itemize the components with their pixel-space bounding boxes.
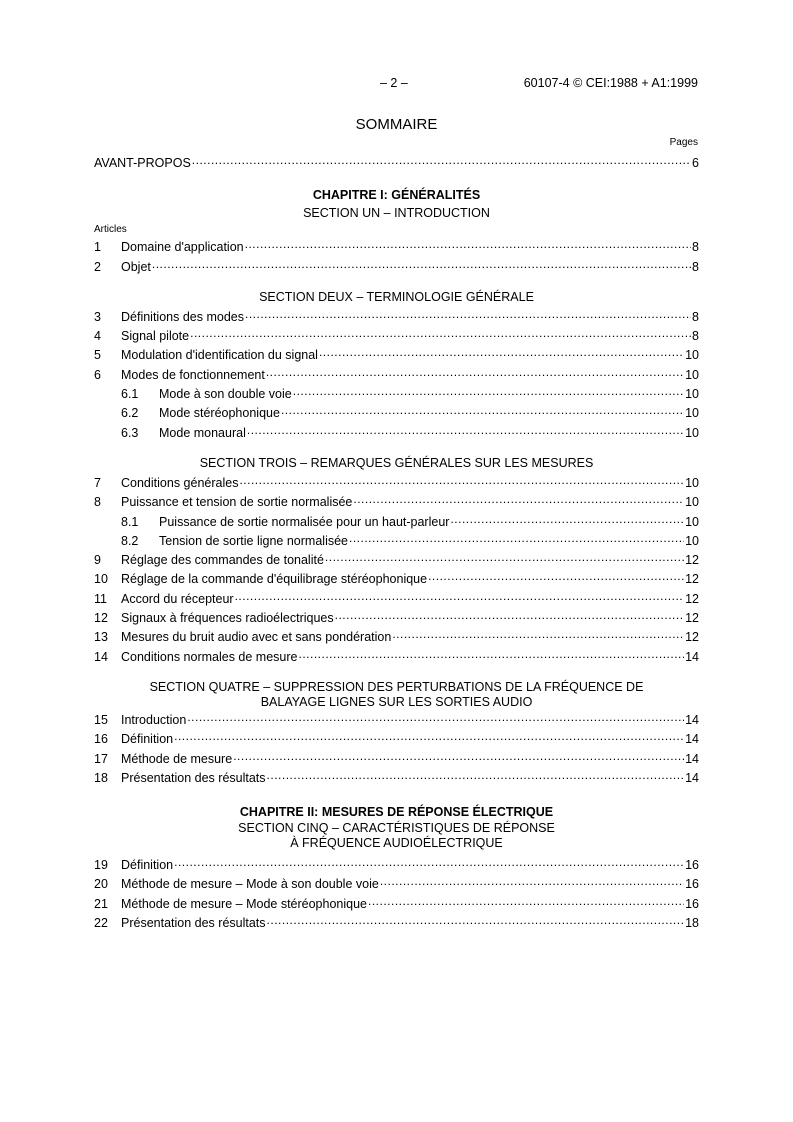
toc-entry[interactable]: [94, 492, 699, 511]
toc-entry-number: 7: [94, 475, 101, 490]
toc-entry-page: 10: [685, 367, 699, 382]
section-heading-line: SECTION CINQ – CARACTÉRISTIQUES DE RÉPONSE: [238, 821, 555, 836]
page-header: [0, 76, 793, 92]
dot-leader: [247, 423, 684, 437]
toc-entry-page: 8: [692, 309, 699, 324]
toc-entry-text: Mode monaural: [159, 425, 246, 440]
toc-entry-number: 6.3: [121, 425, 139, 440]
dot-leader: [298, 647, 684, 661]
section-heading: [94, 680, 699, 710]
toc-entry-page: 12: [685, 591, 699, 606]
section-heading: [94, 821, 699, 851]
dot-leader: [325, 550, 684, 564]
toc-entry[interactable]: [94, 768, 699, 787]
toc-entry-page: 10: [685, 533, 699, 548]
toc-entry[interactable]: [94, 365, 699, 384]
toc-entry-number: 6: [94, 367, 101, 382]
section-heading-line: À FRÉQUENCE AUDIOÉLECTRIQUE: [290, 836, 503, 851]
toc-entry-page: 8: [692, 259, 699, 274]
toc-entry-number: 11: [94, 591, 107, 606]
toc-entry-page: 10: [685, 406, 699, 421]
dot-leader: [335, 608, 684, 622]
toc-entry[interactable]: [94, 894, 699, 913]
toc-subentry[interactable]: [94, 384, 699, 403]
toc-subentry[interactable]: [94, 512, 699, 531]
dot-leader: [266, 365, 684, 379]
table-of-contents: [94, 153, 699, 932]
toc-entry-text: Définitions des modes: [121, 309, 244, 324]
toc-entry-text: Tension de sortie ligne normalisée: [159, 533, 348, 548]
toc-entry-number: 8.1: [121, 514, 139, 529]
dot-leader: [190, 326, 691, 340]
toc-entry-text: Mesures du bruit audio avec et sans pondération: [121, 630, 392, 645]
toc-entry-page: 10: [685, 387, 699, 402]
dot-leader: [281, 403, 684, 417]
toc-entry-page: 12: [685, 553, 699, 568]
section-heading-line: SECTION QUATRE – SUPPRESSION DES PERTURBATIONS DE LA FRÉQUENCE DE: [149, 679, 644, 694]
page-number: – 2 –: [380, 76, 408, 90]
toc-entry[interactable]: [94, 710, 699, 729]
toc-entry[interactable]: [94, 307, 699, 326]
toc-entry[interactable]: [94, 473, 699, 492]
toc-entry[interactable]: [94, 237, 699, 256]
toc-entry-number: 8: [94, 495, 101, 510]
toc-entry-text: Méthode de mesure – Mode stéréophonique: [121, 896, 367, 911]
dot-leader: [267, 768, 685, 782]
toc-entry[interactable]: [94, 647, 699, 666]
toc-entry[interactable]: [94, 345, 699, 364]
toc-entry[interactable]: [94, 608, 699, 627]
toc-entry-page: 14: [685, 649, 699, 664]
toc-entry[interactable]: [94, 913, 699, 932]
toc-entry-page: 12: [685, 611, 699, 626]
toc-entry[interactable]: [94, 749, 699, 768]
document-reference: 60107-4 © CEI:1988 + A1:1999: [523, 76, 698, 90]
toc-entry-number: 1: [94, 240, 101, 255]
dot-leader: [267, 913, 685, 927]
toc-entry-text: Puissance et tension de sortie normalisée: [121, 495, 353, 510]
toc-entry-text: Signal pilote: [121, 329, 190, 344]
toc-entry-text: Modulation d'identification du signal: [121, 348, 318, 363]
toc-entry-text: Méthode de mesure – Mode à son double voie: [121, 877, 379, 892]
toc-entry-text: Modes de fonctionnement: [121, 367, 265, 382]
toc-entry-page: 12: [685, 572, 699, 587]
toc-entry-text: Domaine d'application: [121, 240, 244, 255]
dot-leader: [187, 710, 684, 724]
toc-entry-number: 21: [94, 896, 108, 911]
section-heading-line: BALAYAGE LIGNES SUR LES SORTIES AUDIO: [260, 694, 533, 709]
toc-entry-page: 6: [692, 156, 699, 170]
toc-entry-page: 10: [685, 495, 699, 510]
dot-leader: [174, 855, 684, 869]
toc-entry-number: 10: [94, 572, 108, 587]
toc-entry-text: Méthode de mesure: [121, 751, 233, 766]
toc-entry-text: Présentation des résultats: [121, 916, 266, 931]
toc-entry-page: 8: [692, 240, 699, 255]
toc-entry-foreword[interactable]: [94, 153, 699, 172]
toc-subentry[interactable]: [94, 403, 699, 422]
toc-entry-number: 8.2: [121, 533, 139, 548]
toc-subentry[interactable]: [94, 531, 699, 550]
toc-entry-text: Mode à son double voie: [159, 387, 292, 402]
dot-leader: [380, 874, 684, 888]
toc-entry-text: Conditions normales de mesure: [121, 649, 298, 664]
toc-entry-number: 14: [94, 649, 108, 664]
toc-entry-page: 14: [685, 770, 699, 785]
dot-leader: [368, 894, 684, 908]
toc-entry-page: 10: [685, 425, 699, 440]
toc-entry-page: 14: [685, 712, 699, 727]
toc-entry[interactable]: [94, 550, 699, 569]
toc-entry[interactable]: [94, 569, 699, 588]
toc-entry-page: 14: [685, 751, 699, 766]
toc-entry[interactable]: [94, 257, 699, 276]
dot-leader: [235, 589, 685, 603]
toc-entry-number: 9: [94, 553, 101, 568]
section-heading: SECTION DEUX – TERMINOLOGIE GÉNÉRALE: [259, 289, 534, 304]
dot-leader: [245, 307, 691, 321]
toc-entry-page: 8: [692, 329, 699, 344]
toc-entry-number: 18: [94, 770, 108, 785]
toc-entry-page: 16: [685, 877, 699, 892]
toc-entry[interactable]: [94, 855, 699, 874]
dot-leader: [174, 729, 684, 743]
toc-entry-text: Définition: [121, 858, 174, 873]
chapter-heading: CHAPITRE I: GÉNÉRALITÉS: [312, 188, 481, 203]
toc-entry-number: 6.1: [121, 387, 139, 402]
toc-entry-number: 19: [94, 858, 108, 873]
toc-entry-number: 3: [94, 309, 101, 324]
toc-entry-page: 12: [685, 630, 699, 645]
toc-entry-text: Réglage de la commande d'équilibrage stéréophonique: [121, 572, 428, 587]
dot-leader: [152, 257, 691, 271]
dot-leader: [293, 384, 684, 398]
chapter-heading: CHAPITRE II: MESURES DE RÉPONSE ÉLECTRIQUE: [239, 805, 554, 820]
toc-entry-text: Objet: [121, 259, 151, 274]
toc-entry-text: Introduction: [121, 712, 187, 727]
toc-entry-page: 10: [685, 475, 699, 490]
dot-leader: [239, 473, 684, 487]
toc-entry-number: 4: [94, 329, 101, 344]
toc-entry-text: Accord du récepteur: [121, 591, 234, 606]
toc-entry[interactable]: [94, 627, 699, 646]
toc-entry-number: 13: [94, 630, 108, 645]
dot-leader: [233, 749, 684, 763]
toc-entry-page: 14: [685, 732, 699, 747]
toc-entry-text: Puissance de sortie normalisée pour un haut-parleur: [159, 514, 450, 529]
toc-entry-number: 2: [94, 259, 101, 274]
toc-entry-number: 16: [94, 732, 108, 747]
toc-entry-number: 15: [94, 712, 108, 727]
articles-label: Articles: [94, 224, 127, 236]
toc-entry-page: 16: [685, 896, 699, 911]
dot-leader: [245, 237, 691, 251]
dot-leader: [192, 153, 691, 167]
toc-entry-number: 22: [94, 916, 108, 931]
pages-column-label: Pages: [669, 137, 698, 148]
section-heading: SECTION TROIS – REMARQUES GÉNÉRALES SUR LES MESURES: [199, 455, 594, 470]
dot-leader: [450, 512, 684, 526]
toc-entry-number: 6.2: [121, 406, 139, 421]
toc-entry-text: Signaux à fréquences radioélectriques: [121, 611, 334, 626]
toc-entry-text: Définition: [121, 732, 174, 747]
toc-entry-number: 12: [94, 611, 108, 626]
dot-leader: [392, 627, 684, 641]
toc-entry[interactable]: [94, 729, 699, 748]
toc-entry[interactable]: [94, 326, 699, 345]
dot-leader: [319, 345, 684, 359]
toc-entry-page: 10: [685, 514, 699, 529]
toc-subentry[interactable]: [94, 423, 699, 442]
toc-entry-page: 18: [685, 916, 699, 931]
toc-entry-text: AVANT-PROPOS: [94, 156, 191, 170]
section-heading: SECTION UN – INTRODUCTION: [303, 206, 490, 221]
page-title: SOMMAIRE: [355, 116, 438, 133]
dot-leader: [353, 492, 684, 506]
toc-entry-page: 16: [685, 858, 699, 873]
toc-entry-text: Mode stéréophonique: [159, 406, 280, 421]
toc-entry-number: 20: [94, 877, 108, 892]
toc-entry-text: Réglage des commandes de tonalité: [121, 553, 324, 568]
toc-entry[interactable]: [94, 874, 699, 893]
toc-entry-text: Conditions générales: [121, 475, 239, 490]
toc-entry-number: 17: [94, 751, 108, 766]
toc-entry-text: Présentation des résultats: [121, 770, 266, 785]
toc-entry-page: 10: [685, 348, 699, 363]
toc-entry-number: 5: [94, 348, 101, 363]
dot-leader: [349, 531, 684, 545]
dot-leader: [428, 569, 684, 583]
toc-entry[interactable]: [94, 589, 699, 608]
